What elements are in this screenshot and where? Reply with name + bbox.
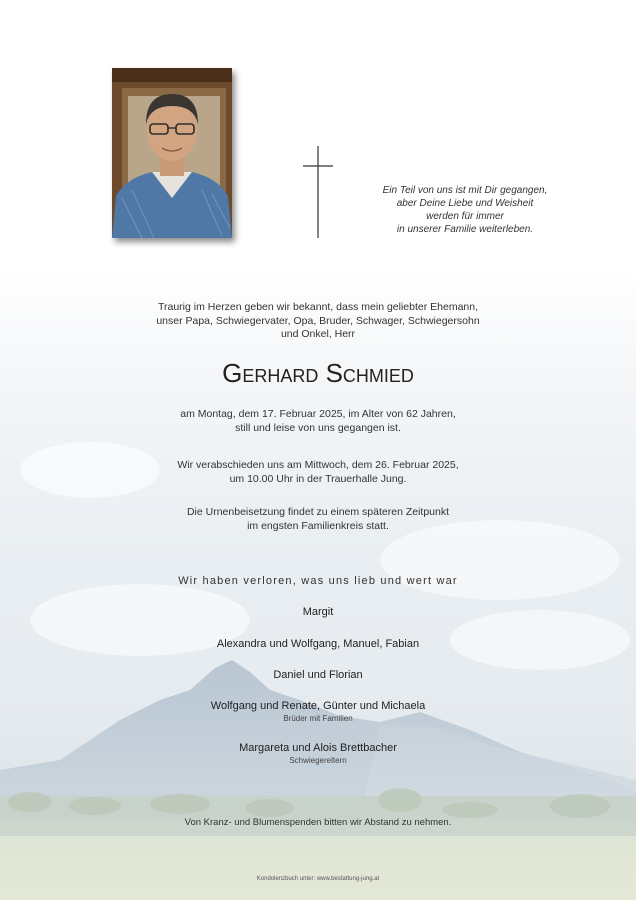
mourner-names: Margareta und Alois Brettbacher [239,742,397,754]
last-name: Schmied [325,358,414,388]
quote-line: in unserer Familie weiterleben. [396,224,534,235]
urn-burial-notice [100,506,536,533]
intro-line: und Onkel, Herr [280,328,356,340]
quote-line: werden für immer [426,211,504,222]
flower-donation-note: Von Kranz- und Blumenspenden bitten wir Abstand zu nehmen. [184,817,452,828]
mourner-relation: Brüder mit Familien [283,714,353,723]
death-notice [100,408,536,435]
intro-line: Traurig im Herzen geben wir bekannt, dass mein geliebter Ehemann, [157,301,479,313]
first-name: Gerhard [222,358,319,388]
mourner-names: Margit [302,606,334,618]
quote-line: Ein Teil von uns ist mit Dir gegangen, [382,185,548,196]
farewell-line: um 10.00 Uhr in der Trauerhalle Jung. [229,472,407,485]
farewell-line: Wir verabschieden uns am Mittwoch, dem 26. Februar 2025, [177,459,459,471]
urn-line: im engsten Familienkreis statt. [247,519,389,532]
intro-line: unser Papa, Schwiegervater, Opa, Bruder, Schwager, Schwiegersohn [156,314,480,327]
cross-icon [301,144,335,240]
memorial-quote [360,184,570,236]
mourner-names: Alexandra und Wolfgang, Manuel, Fabian [216,638,420,650]
quote-line: aber Deine Liebe und Weisheit [396,198,534,209]
mourner-relation: Schwiegereltern [289,756,347,765]
farewell-notice [100,459,536,486]
death-line: am Montag, dem 17. Februar 2025, im Alter von 62 Jahren, [180,408,456,420]
mourner-names: Daniel und Florian [273,669,363,681]
portrait-photo [112,68,232,238]
mourners-heading: Wir haben verloren, was uns lieb und wert war [178,575,458,587]
death-line: still und leise von uns gegangen ist. [235,421,401,434]
mourner-names: Wolfgang und Renate, Günter und Michaela [210,700,426,712]
urn-line: Die Urnenbeisetzung findet zu einem späteren Zeitpunkt [186,506,450,518]
announcement-intro [100,301,536,342]
condolence-book-url: Kondolenzbuch unter: www.bestattung-jung.at [256,876,380,882]
deceased-name [100,356,536,390]
